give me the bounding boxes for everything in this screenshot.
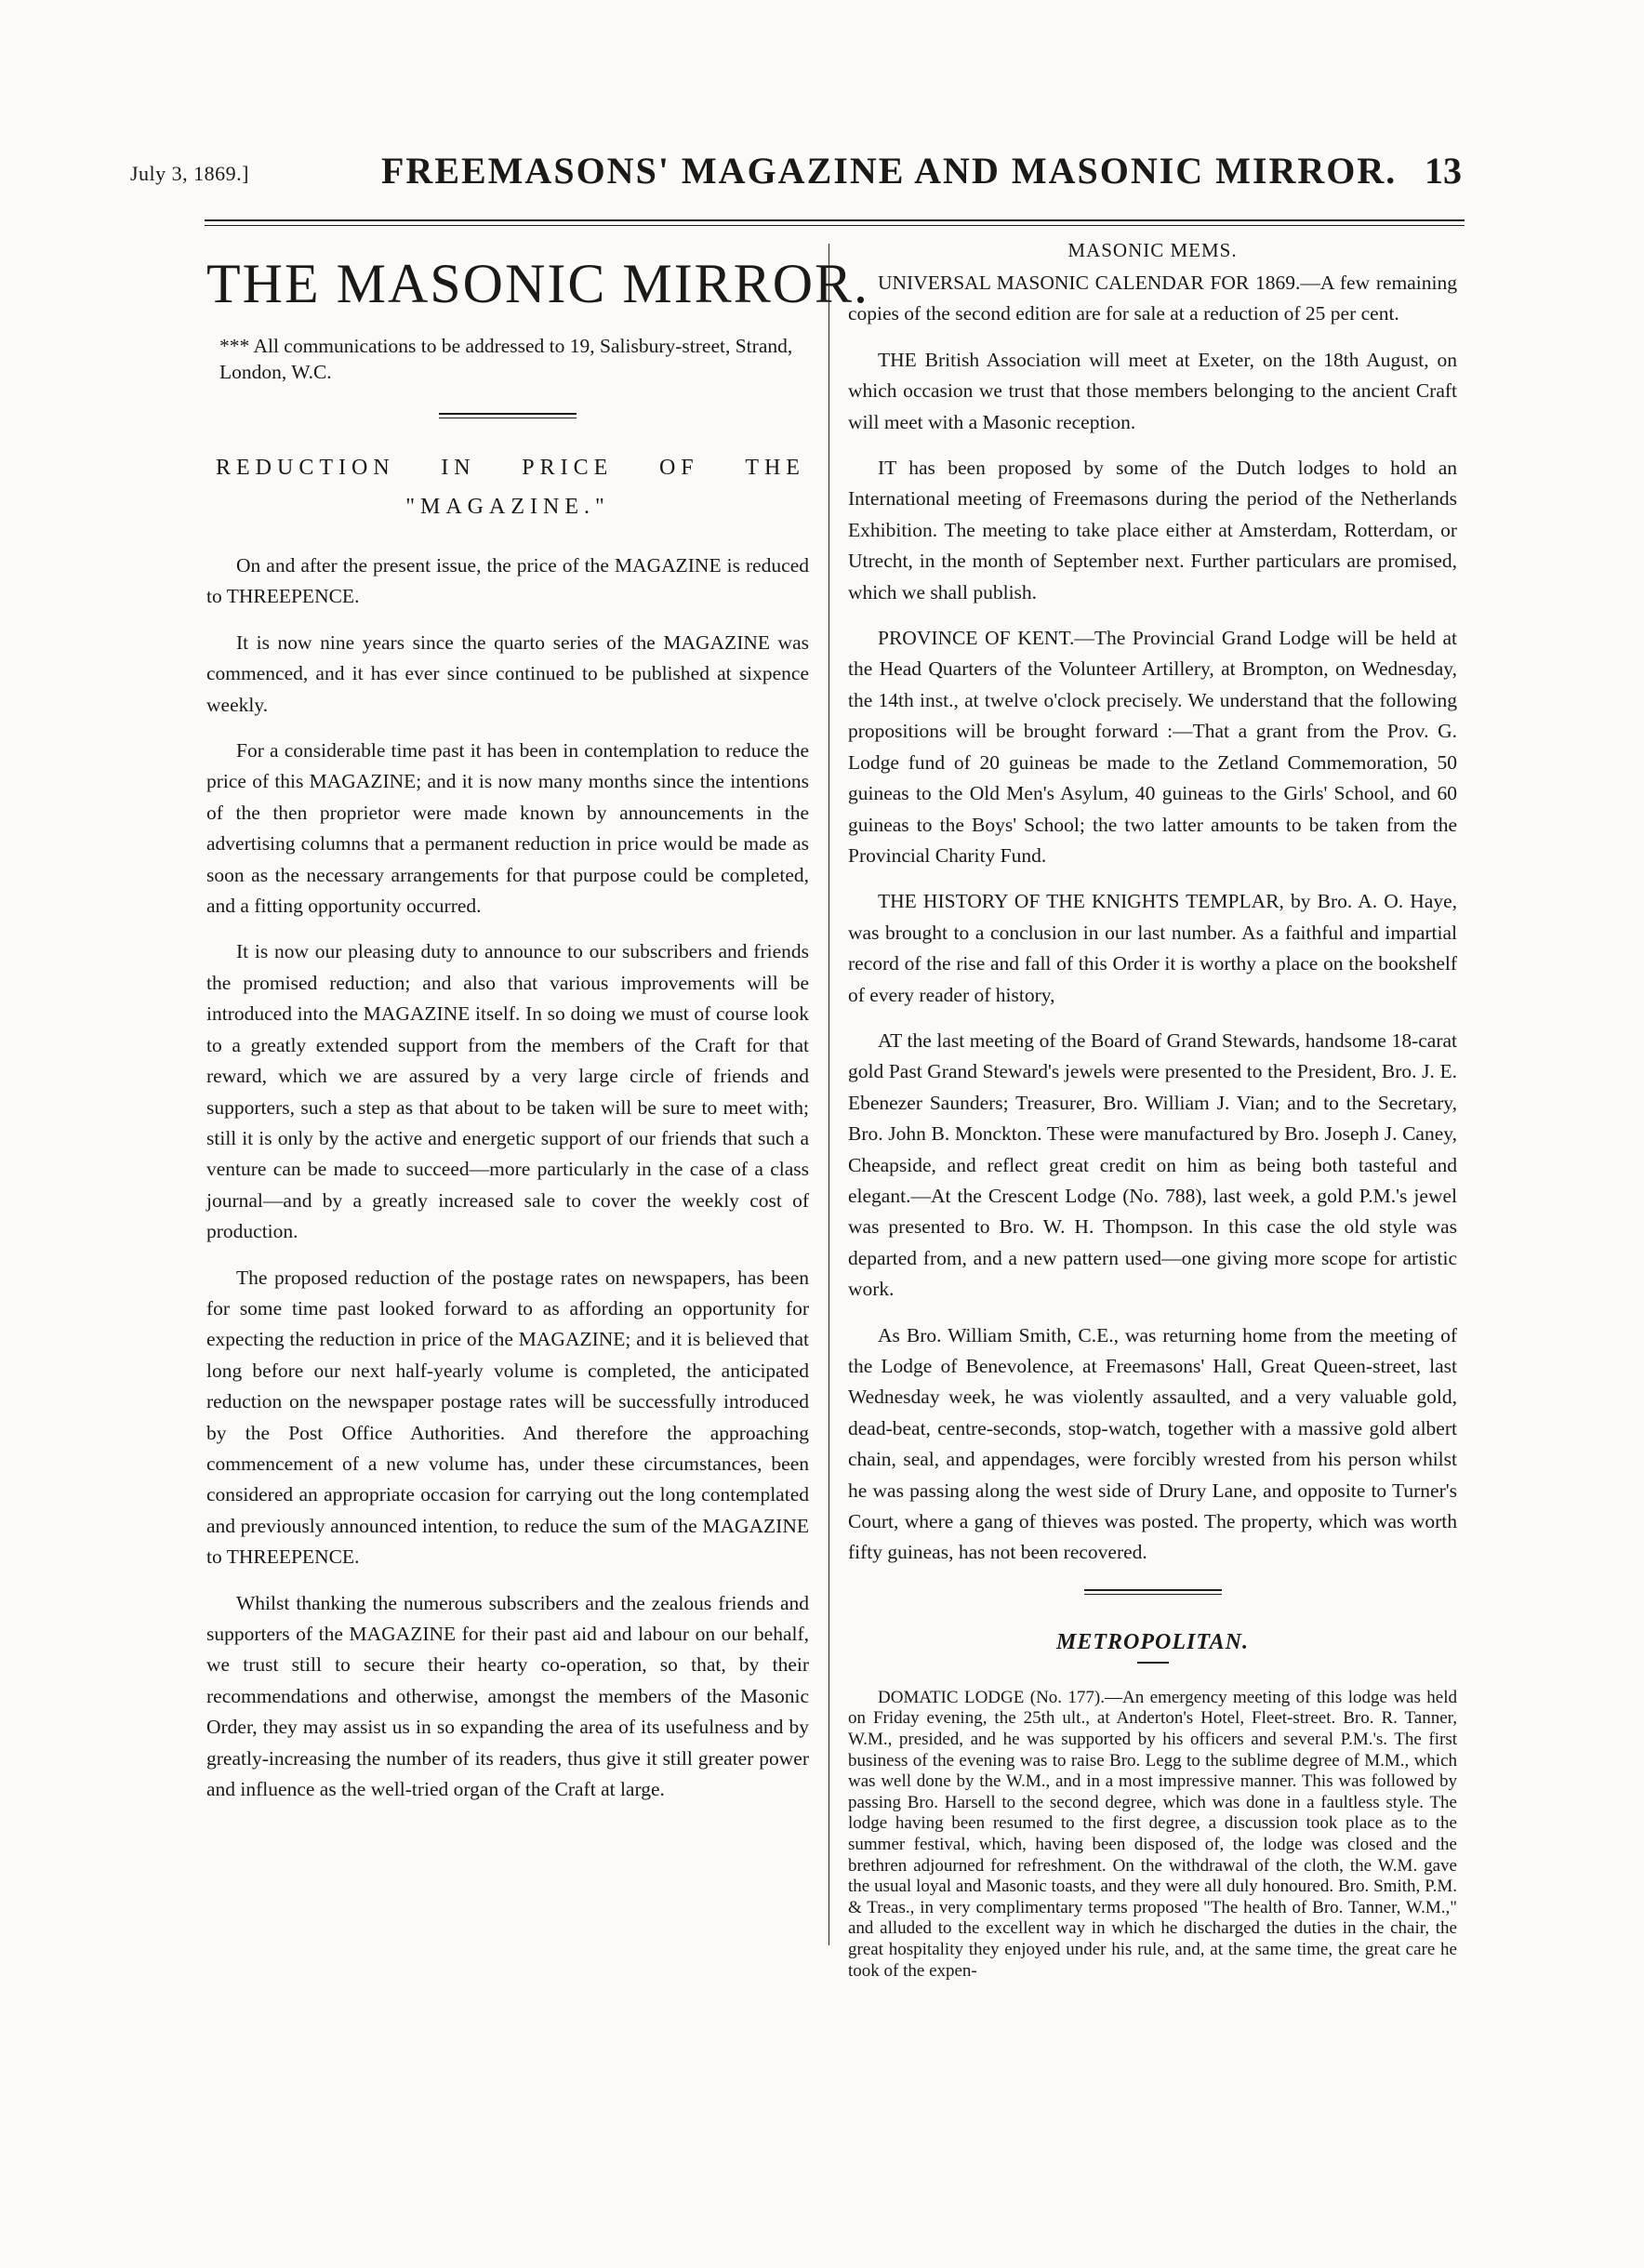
metropolitan-heading: METROPOLITAN. (1055, 1629, 1249, 1654)
report-paragraph: DOMATIC LODGE (No. 177).—An emergency meeting of this lodge was held on Friday evening, the 25th ult., at Anderton's Hotel, Fleet-street. Bro. R. Tanner, W.M., presided, and he was supported by his officers and several P.M.'s. The first business of the evening was to raise Bro. Legg to the sublime degree of M.M., which was well done by the W.M., and in a most impressive manner. This was followed by passing Bro. Harsell to the second degree, which was done in a faultless style. The lodge having been resumed to the first degree, a discussion took place as to the summer festival, which, having been disposed of, the lodge was closed and the brethren adjourned for refreshment. On the withdrawal of the cloth, the W.M. gave the usual loyal and Masonic toasts, and they were all duly honoured. Bro. Smith, P.M. & Treas., in very complimentary terms proposed "The health of Bro. Tanner, W.M.," and alluded to the excellent way in which he discharged the duties in the chair, the great hospitality they enjoyed under his rule, and, at the same time, the great care he took of the expen- (848, 1687, 1457, 1981)
heading-word: THE (745, 456, 805, 480)
article-heading (206, 448, 809, 526)
mems-item: As Bro. William Smith, C.E., was returning home from the meeting of the Lodge of Benevolence, at Freemasons' Hall, Great Queen-street, last Wednesday week, he was violently assaulted, and a very valuable gold, dead-beat, centre-seconds, stop-watch, together with a massive gold albert chain, seal, and appendages, were forcibly wrested from his person whilst he was passing along the west side of Drury Lane, and opposite to Turner's Court, where a gang of thieves was posted. The property, which was worth fifty guineas, has not been recovered. (848, 1323, 1457, 1564)
section-title: THE MASONIC MIRROR. (206, 253, 870, 314)
article-paragraph: Whilst thanking the numerous subscribers and the zealous friends and supporters of the MAGAZINE for their past aid and labour on our behalf, we trust still to secure their hearty co-operation, so that, by their recommendations and otherwise, amongst the members of the Masonic Order, they may assist us in so expanding the area of its usefulness and by greatly-increasing the number of its readers, thus give it still greater power and influence as the well-tried organ of the Craft at large. (206, 1591, 809, 1801)
publication-title: FREEMASONS' MAGAZINE AND MASONIC MIRROR. (381, 150, 1398, 192)
mems-item: PROVINCE OF KENT.—The Provincial Grand Lodge will be held at the Head Quarters of the Volunteer Artillery, at Brompton, on Wednesday, the 14th inst., at twelve o'clock precisely. We understand that the following propositions will be brought forward :—That a grant from the Prov. G. Lodge fund of 20 guineas be made to the Zetland Commemoration, 50 guineas to the Old Men's Asylum, 40 guineas to the Girls' School, and 60 guineas to the Boys' School; the two latter amounts to be taken from the Provincial Charity Fund. (848, 627, 1457, 867)
mems-item: AT the last meeting of the Board of Grand Stewards, handsome 18-carat gold Past Grand Steward's jewels were presented to the President, Bro. J. E. Ebenezer Saunders; Treasurer, Bro. William J. Vian; and to the Secretary, Bro. John B. Monckton. These were manufactured by Bro. Joseph J. Caney, Cheapside, and reflect great credit on him as being both tasteful and elegant.—At the Crescent Lodge (No. 788), last week, a gold P.M.'s jewel was presented to Bro. W. H. Thompson. In this case the old style was departed from, and a new pattern used—one giving more scope for artistic work. (848, 1028, 1457, 1301)
left-column (206, 234, 870, 1820)
mems-item: UNIVERSAL MASONIC CALENDAR FOR 1869.—A few remaining copies of the second edition are for sale at a reduction of 25 per cent. (848, 272, 1457, 325)
mems-item: THE HISTORY OF THE KNIGHTS TEMPLAR, by Bro. A. O. Haye, was brought to a conclusion in our last number. As a faithful and impartial record of the rise and fall of this Order it is worthy a place on the bookshelf of every reader of history, (848, 890, 1457, 1006)
mems-item: IT has been proposed by some of the Dutch lodges to hold an International meeting of Freemasons during the period of the Netherlands Exhibition. The meeting to take place either at Amsterdam, Rotterdam, or Utrecht, in the month of September next. Further particulars are promised, which we shall publish. (848, 457, 1457, 603)
running-head (121, 149, 1469, 201)
article-paragraph: The proposed reduction of the postage rates on newspapers, has been for some time past looked forward to as affording an opportunity for expecting the reduction in price of the MAGAZINE; and it is believed that long before our next half-yearly volume is completed, the anticipated reduction on the newspaper postage rates will be successfully introduced by the Post Office Authorities. And therefore the approaching commencement of a new volume has, under these circumstances, been considered an appropriate occasion for carrying out the long contemplated and previously announced intention, to reduce the sum of the MAGAZINE to THREEPENCE. (206, 1266, 809, 1569)
heading-word: PRICE (522, 456, 614, 480)
heading-word: REDUCTION (216, 456, 395, 480)
article-paragraph: For a considerable time past it has been in contemplation to reduce the price of this MAGAZINE; and it is now many months since the intentions of the then proprietor were made known by announcements in the advertising columns that a permanent reduction in price would be made as soon as the necessary arrangements for that purpose could be completed, and a fitting opportunity occurred. (206, 739, 809, 918)
section-rule (1084, 1589, 1222, 1595)
mems-heading: MASONIC MEMS. (1067, 239, 1238, 261)
right-column (848, 234, 1457, 1982)
article-heading-line2: "MAGAZINE." (405, 495, 610, 519)
article-heading-line1 (206, 448, 809, 487)
mems-item: THE British Association will meet at Exeter, on the 18th August, on which occasion we trust that those members belonging to the ancient Craft will meet with a Masonic reception. (848, 348, 1457, 433)
heading-rule (1137, 1662, 1169, 1664)
address-notice: *** All communications to be addressed to 19, Salisbury-street, Strand, London, W.C. (219, 335, 793, 383)
article-paragraph: On and after the present issue, the price of the MAGAZINE is reduced to THREEPENCE. (206, 554, 809, 608)
metropolitan-report (848, 1688, 1457, 1982)
section-rule (439, 413, 577, 418)
heading-word: IN (441, 456, 476, 480)
issue-date: July 3, 1869.] (130, 162, 249, 185)
article-paragraph: It is now nine years since the quarto series of the MAGAZINE was commenced, and it has ever since continued to be published at sixpence weekly. (206, 630, 809, 716)
heading-word: OF (658, 456, 699, 480)
page-number: 13 (1425, 150, 1462, 192)
article-paragraph: It is now our pleasing duty to announce to our subscribers and friends the promised reduction; and also that various improvements will be introduced into the MAGAZINE itself. In so doing we must of course look to a greatly extended support from the members of the Craft for that reward, which we are assured by a very large circle of friends and supporters, such a step as that about to be taken will be sure to meet with; still it is only by the active and energetic support of our friends that such a venture can be made to succeed—more particularly in the case of a class journal—and by a greatly increased sale to cover the weekly cost of production. (206, 940, 809, 1243)
header-rule (205, 219, 1465, 226)
